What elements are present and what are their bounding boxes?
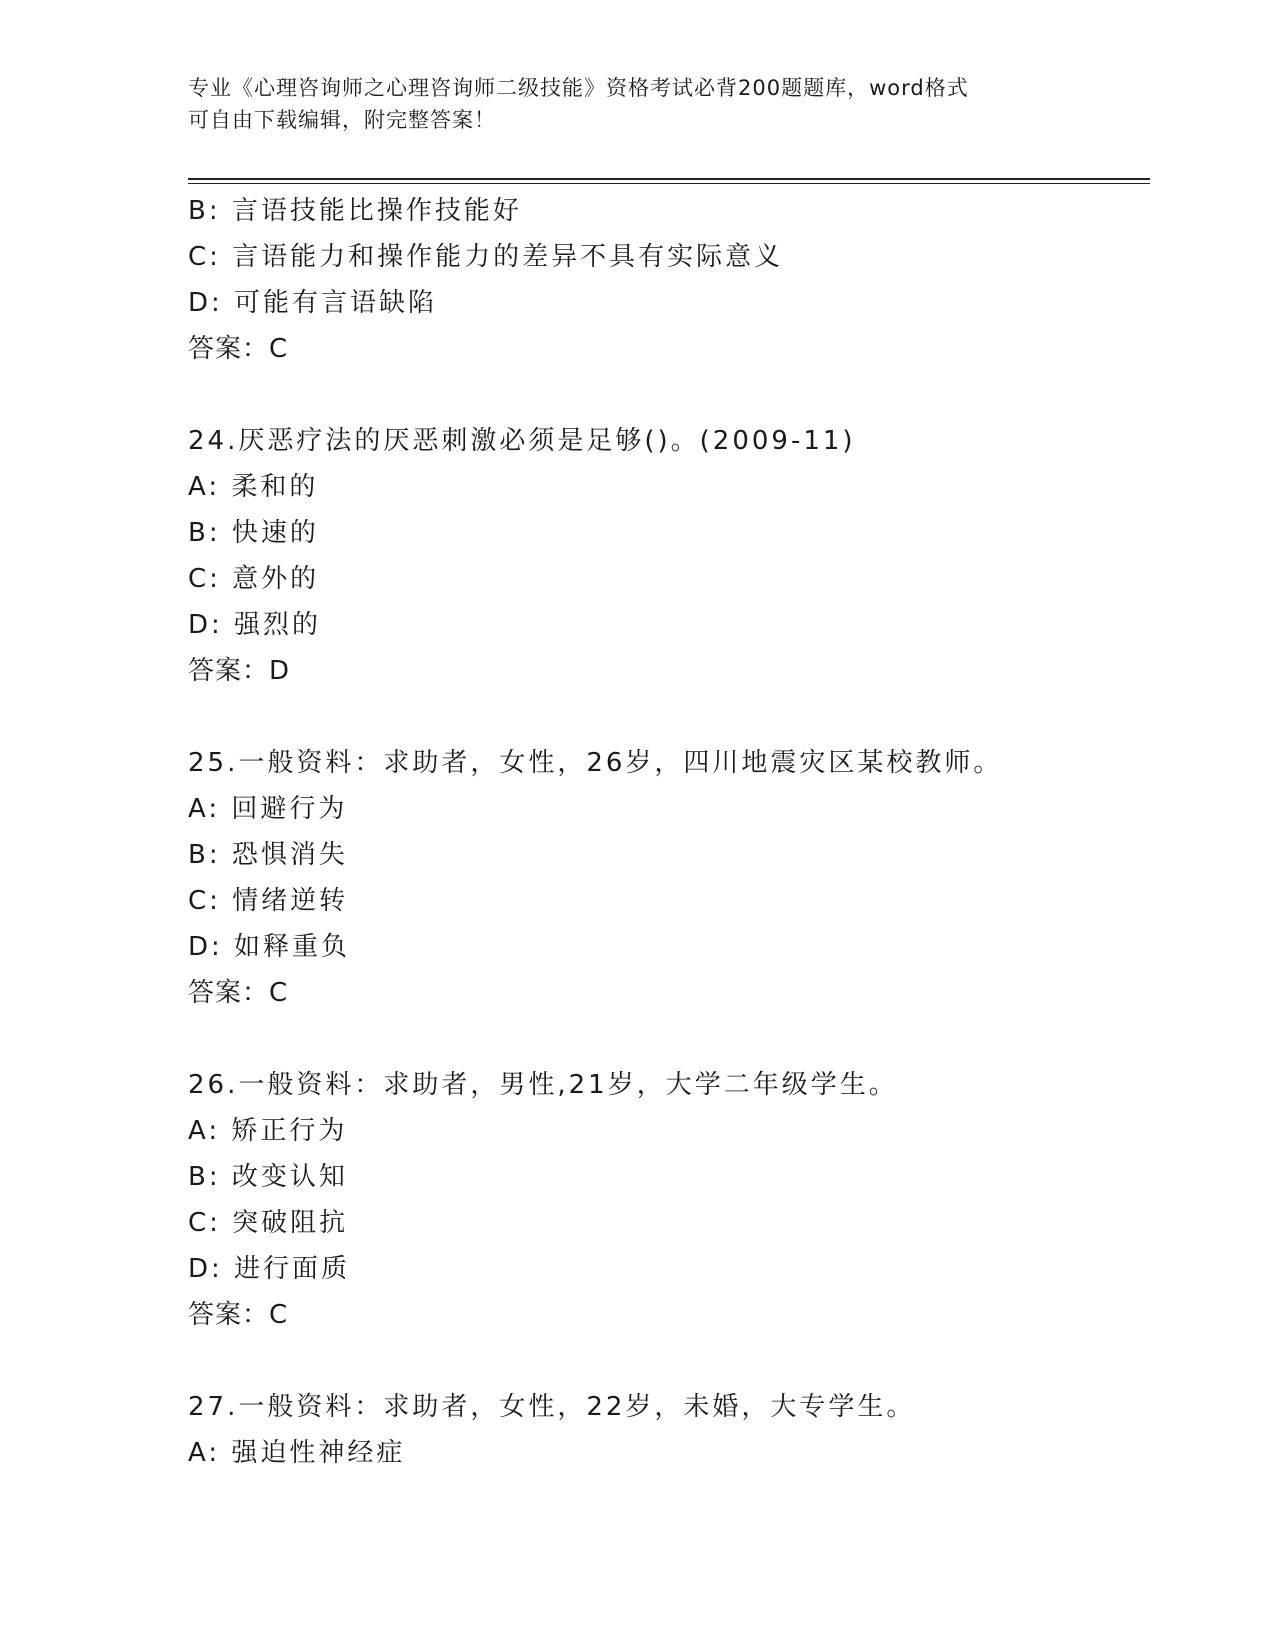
block-spacer — [188, 372, 1148, 418]
option-d: D: 进行面质 — [188, 1254, 351, 1284]
option-d: D: 强烈的 — [188, 610, 322, 640]
question-list — [188, 188, 1148, 1476]
question-stem: 26.一般资料：求助者，男性,21岁，大学二年级学生。 — [188, 1070, 898, 1100]
option-a: A: 强迫性神经症 — [188, 1438, 406, 1468]
question-block — [188, 1062, 1148, 1338]
option-c: C: 突破阻抗 — [188, 1208, 349, 1238]
question-stem: 24.厌恶疗法的厌恶刺激必须是足够()。(2009-11) — [188, 426, 856, 456]
answer-line: 答案：C — [188, 334, 289, 364]
option-b: B: 改变认知 — [188, 1162, 348, 1192]
block-spacer — [188, 1338, 1148, 1384]
header-divider-thin — [188, 183, 1150, 184]
header-title-line-1: 专业《心理咨询师之心理咨询师二级技能》资格考试必背200题题库，word格式 — [188, 76, 969, 100]
question-block — [188, 418, 1148, 694]
question-block — [188, 188, 1148, 372]
option-c: C: 情绪逆转 — [188, 886, 349, 916]
question-block — [188, 1384, 1148, 1476]
option-b: B: 恐惧消失 — [188, 840, 348, 870]
answer-line: 答案：C — [188, 1300, 289, 1330]
header-divider-thick — [188, 178, 1150, 180]
block-spacer — [188, 694, 1148, 740]
option-a: A: 柔和的 — [188, 472, 319, 502]
answer-line: 答案：C — [188, 978, 289, 1008]
option-c: C: 意外的 — [188, 564, 320, 594]
option-d: D: 可能有言语缺陷 — [188, 288, 438, 318]
answer-line: 答案：D — [188, 656, 291, 686]
option-b: B: 言语技能比操作技能好 — [188, 196, 522, 226]
question-stem: 25.一般资料：求助者，女性，26岁，四川地震灾区某校教师。 — [188, 748, 1003, 778]
option-d: D: 如释重负 — [188, 932, 351, 962]
option-a: A: 回避行为 — [188, 794, 348, 824]
option-b: B: 快速的 — [188, 518, 319, 548]
header-title-line-2: 可自由下载编辑，附完整答案！ — [188, 108, 496, 132]
document-header — [188, 72, 1088, 136]
option-a: A: 矫正行为 — [188, 1116, 348, 1146]
question-stem: 27.一般资料：求助者，女性，22岁，未婚，大专学生。 — [188, 1392, 916, 1422]
question-block — [188, 740, 1148, 1016]
option-c: C: 言语能力和操作能力的差异不具有实际意义 — [188, 242, 784, 272]
block-spacer — [188, 1016, 1148, 1062]
